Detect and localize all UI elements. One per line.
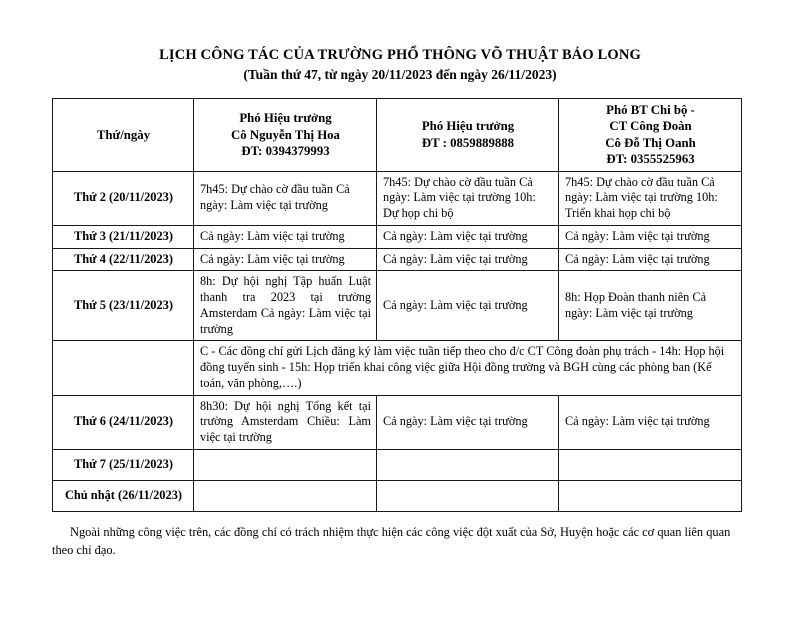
day-label-empty (53, 341, 194, 395)
header-line: Thứ/ngày (96, 127, 151, 142)
day-label: Thứ 6 (24/11/2023) (53, 395, 194, 449)
header-cell-vice-principal-phone (377, 99, 559, 172)
header-line: ĐT : 0859889888 (421, 135, 515, 150)
table-row (53, 480, 742, 511)
table-row (53, 271, 742, 341)
schedule-cell (377, 449, 559, 480)
schedule-cell (377, 480, 559, 511)
table-row (53, 395, 742, 449)
schedule-cell: Cả ngày: Làm việc tại trường (377, 248, 559, 271)
schedule-cell: Cả ngày: Làm việc tại trường (377, 395, 559, 449)
footnote-text: Ngoài những công việc trên, các đồng chí có trách nhiệm thực hiện các công việc đột xuất của Sở, Huyện hoặc các cơ quan liên quan theo chỉ đạo. (52, 524, 731, 557)
page-subtitle: (Tuần thứ 47, từ ngày 20/11/2023 đến ngày 26/11/2023) (243, 67, 557, 83)
schedule-cell: Cả ngày: Làm việc tại trường (377, 271, 559, 341)
header-cell-party-union-oanh (559, 99, 742, 172)
header-line: Phó BT Chi bộ - (606, 103, 695, 117)
schedule-cell (194, 480, 377, 511)
schedule-cell: 7h45: Dự chào cờ đầu tuần Cả ngày: Làm việc tại trường (194, 171, 377, 225)
weekly-schedule-table (52, 98, 742, 512)
schedule-cell: Cả ngày: Làm việc tại trường (559, 225, 742, 248)
schedule-cell: Cả ngày: Làm việc tại trường (377, 225, 559, 248)
day-label: Thứ 7 (25/11/2023) (53, 449, 194, 480)
schedule-cell: 7h45: Dự chào cờ đầu tuần Cả ngày: Làm việc tại trường 10h: Dự họp chi bộ (377, 171, 559, 225)
schedule-cell (194, 449, 377, 480)
schedule-cell (559, 449, 742, 480)
schedule-cell: 8h30: Dự hội nghị Tổng kết tại trường Amsterdam Chiều: Làm việc tại trường (194, 395, 377, 449)
header-line: ĐT: 0394379993 (241, 143, 330, 158)
header-line: Cô Nguyễn Thị Hoa (231, 127, 340, 142)
schedule-cell: 8h: Dự hội nghị Tập huấn Luật thanh tra 2023 tại trường Amsterdam Cả ngày: Làm việc tại trường (194, 271, 377, 341)
footnote-block (52, 524, 752, 560)
page-title: LỊCH CÔNG TÁC CỦA TRƯỜNG PHỔ THÔNG VÕ THUẬT BẢO LONG (159, 47, 641, 63)
day-label: Thứ 3 (21/11/2023) (53, 225, 194, 248)
header-line: Cô Đỗ Thị Oanh (605, 135, 696, 150)
day-label: Chủ nhật (26/11/2023) (53, 480, 194, 511)
schedule-cell (559, 480, 742, 511)
table-row (53, 449, 742, 480)
table-header-row (53, 99, 742, 172)
document-header (0, 0, 800, 84)
day-label: Thứ 5 (23/11/2023) (53, 271, 194, 341)
day-label: Thứ 4 (22/11/2023) (53, 248, 194, 271)
table-row (53, 248, 742, 271)
schedule-cell: Cả ngày: Làm việc tại trường (559, 395, 742, 449)
schedule-cell: Cả ngày: Làm việc tại trường (194, 225, 377, 248)
schedule-cell: Cả ngày: Làm việc tại trường (194, 248, 377, 271)
schedule-cell: 8h: Họp Đoàn thanh niên Cả ngày: Làm việc tại trường (559, 271, 742, 341)
merged-notes-cell: C - Các đồng chí gửi Lịch đăng ký làm việc tuần tiếp theo cho đ/c CT Công đoàn phụ trách - 14h: Họp hội đồng tuyển sinh - 15h: Họp triển khai công việc giữa Hội đồng trường và BGH cùng các phòng ban (Kế toán, văn phòng,….) (194, 341, 742, 395)
table-row (53, 225, 742, 248)
header-line: Phó Hiệu trưởng (421, 119, 515, 134)
table-row-merged-notes (53, 341, 742, 395)
header-cell-day (53, 99, 194, 172)
header-cell-vice-principal-hoa (194, 99, 377, 172)
schedule-cell: 7h45: Dự chào cờ đầu tuần Cả ngày: Làm việc tại trường 10h: Triển khai họp chi bộ (559, 171, 742, 225)
header-line: ĐT: 0355525963 (606, 152, 695, 167)
schedule-table-container (52, 98, 741, 512)
header-line: Phó Hiệu trưởng (239, 111, 332, 126)
day-label: Thứ 2 (20/11/2023) (53, 171, 194, 225)
schedule-cell: Cả ngày: Làm việc tại trường (559, 248, 742, 271)
table-row (53, 171, 742, 225)
header-line: CT Công Đoàn (609, 119, 692, 134)
